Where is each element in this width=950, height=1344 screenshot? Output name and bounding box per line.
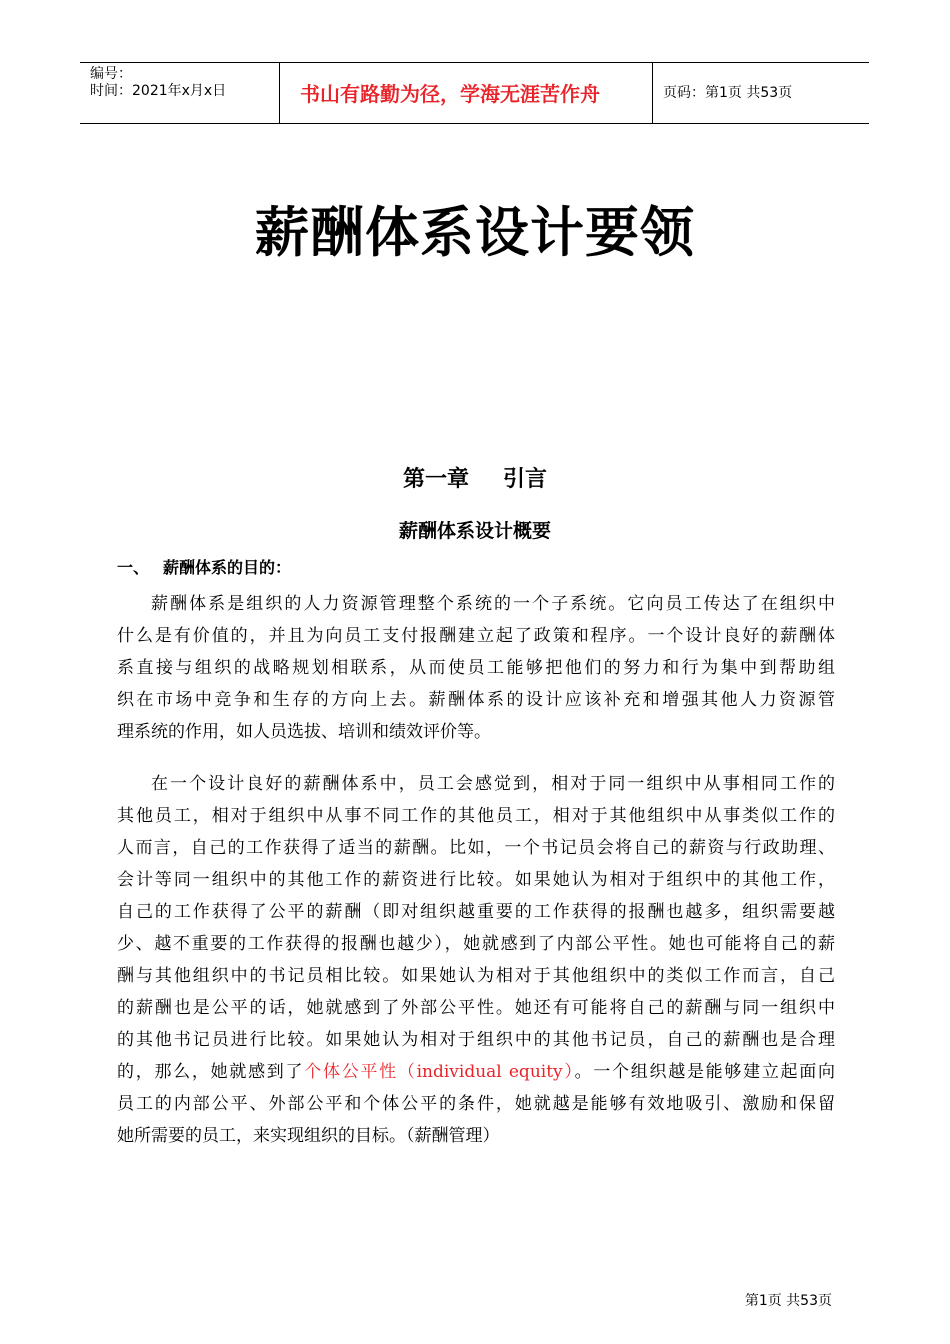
chapter-title: 引言 bbox=[503, 467, 548, 492]
paragraph-line: 的其他书记员进行比较。如果她认为相对于组织中的其他书记员，自己的薪酬也是合理 bbox=[117, 1030, 835, 1050]
paragraph-line: 系直接与组织的战略规划相联系，从而使员工能够把他们的努力和行为集中到帮助组 bbox=[117, 658, 835, 678]
paragraph-line: 什么是有价值的，并且为向员工支付报酬建立起了政策和程序。一个设计良好的薪酬体 bbox=[117, 626, 835, 646]
paragraph-line-with-highlight bbox=[117, 1058, 835, 1086]
section-title: 薪酬体系的目的： bbox=[163, 558, 292, 577]
chapter-number: 第一章 bbox=[402, 467, 469, 492]
paragraph-line: 会计等同一组织中的其他工作的薪资进行比较。如果她认为相对于组织中的其他工作， bbox=[117, 870, 835, 890]
paragraph-line: 织在市场中竞争和生存的方向上去。薪酬体系的设计应该补充和增强其他人力资源管 bbox=[117, 690, 835, 710]
header-left-cell bbox=[80, 63, 280, 123]
header-slogan: 书山有路勤为径，学海无涯苦作舟 bbox=[300, 82, 600, 106]
paragraph-line: 理系统的作用，如人员选拔、培训和绩效评价等。 bbox=[117, 722, 491, 742]
text-before-highlight: 的，那么，她就感到了 bbox=[117, 1062, 305, 1082]
paragraph-line: 自己的工作获得了公平的薪酬（即对组织越重要的工作获得的报酬也越多，组织需要越 bbox=[117, 902, 835, 922]
header-middle-cell bbox=[280, 63, 653, 123]
paragraph-line: 她所需要的员工，来实现组织的目标。（薪酬管理） bbox=[117, 1126, 500, 1146]
header-right-cell bbox=[653, 63, 869, 123]
section-heading bbox=[117, 556, 291, 580]
footer-page-number: 第1页 共53页 bbox=[744, 1293, 832, 1309]
paragraph-line: 人而言，自己的工作获得了适当的薪酬。比如，一个书记员会将自己的薪资与行政助理、 bbox=[117, 838, 835, 858]
page-header bbox=[80, 62, 869, 124]
document-title: 薪酬体系设计要领 bbox=[255, 201, 695, 264]
paragraph-line: 在一个设计良好的薪酬体系中，员工会感觉到，相对于同一组织中从事相同工作的 bbox=[151, 774, 835, 794]
paragraph-line: 其他员工，相对于组织中从事不同工作的其他员工，相对于其他组织中从事类似工作的 bbox=[117, 806, 835, 826]
paragraph-line: 少、越不重要的工作获得的报酬也越少），她就感到了内部公平性。她也可能将自己的薪 bbox=[117, 934, 835, 954]
paragraph-line: 的薪酬也是公平的话，她就感到了外部公平性。她还有可能将自己的薪酬与同一组织中 bbox=[117, 998, 835, 1018]
paragraph-line: 薪酬体系是组织的人力资源管理整个系统的一个子系统。它向员工传达了在组织中 bbox=[151, 594, 835, 614]
paragraph-line: 员工的内部公平、外部公平和个体公平的条件，她就越是能够有效地吸引、激励和保留 bbox=[117, 1094, 835, 1114]
chapter-heading bbox=[0, 464, 950, 496]
document-time-label: 时间：2021年x月x日 bbox=[90, 83, 227, 99]
section-number: 一、 bbox=[117, 558, 150, 577]
document-code-label: 编号： bbox=[90, 66, 132, 82]
header-page-number: 页码：第1页 共53页 bbox=[663, 85, 793, 101]
text-after-highlight: 。一个组织越是能够建立起面向 bbox=[574, 1062, 836, 1082]
paragraph-line: 酬与其他组织中的书记员相比较。如果她认为相对于其他组织中的类似工作而言，自己 bbox=[117, 966, 835, 986]
chapter-subtitle: 薪酬体系设计概要 bbox=[398, 520, 551, 542]
highlighted-term: 个体公平性（individual equity） bbox=[304, 1062, 575, 1082]
